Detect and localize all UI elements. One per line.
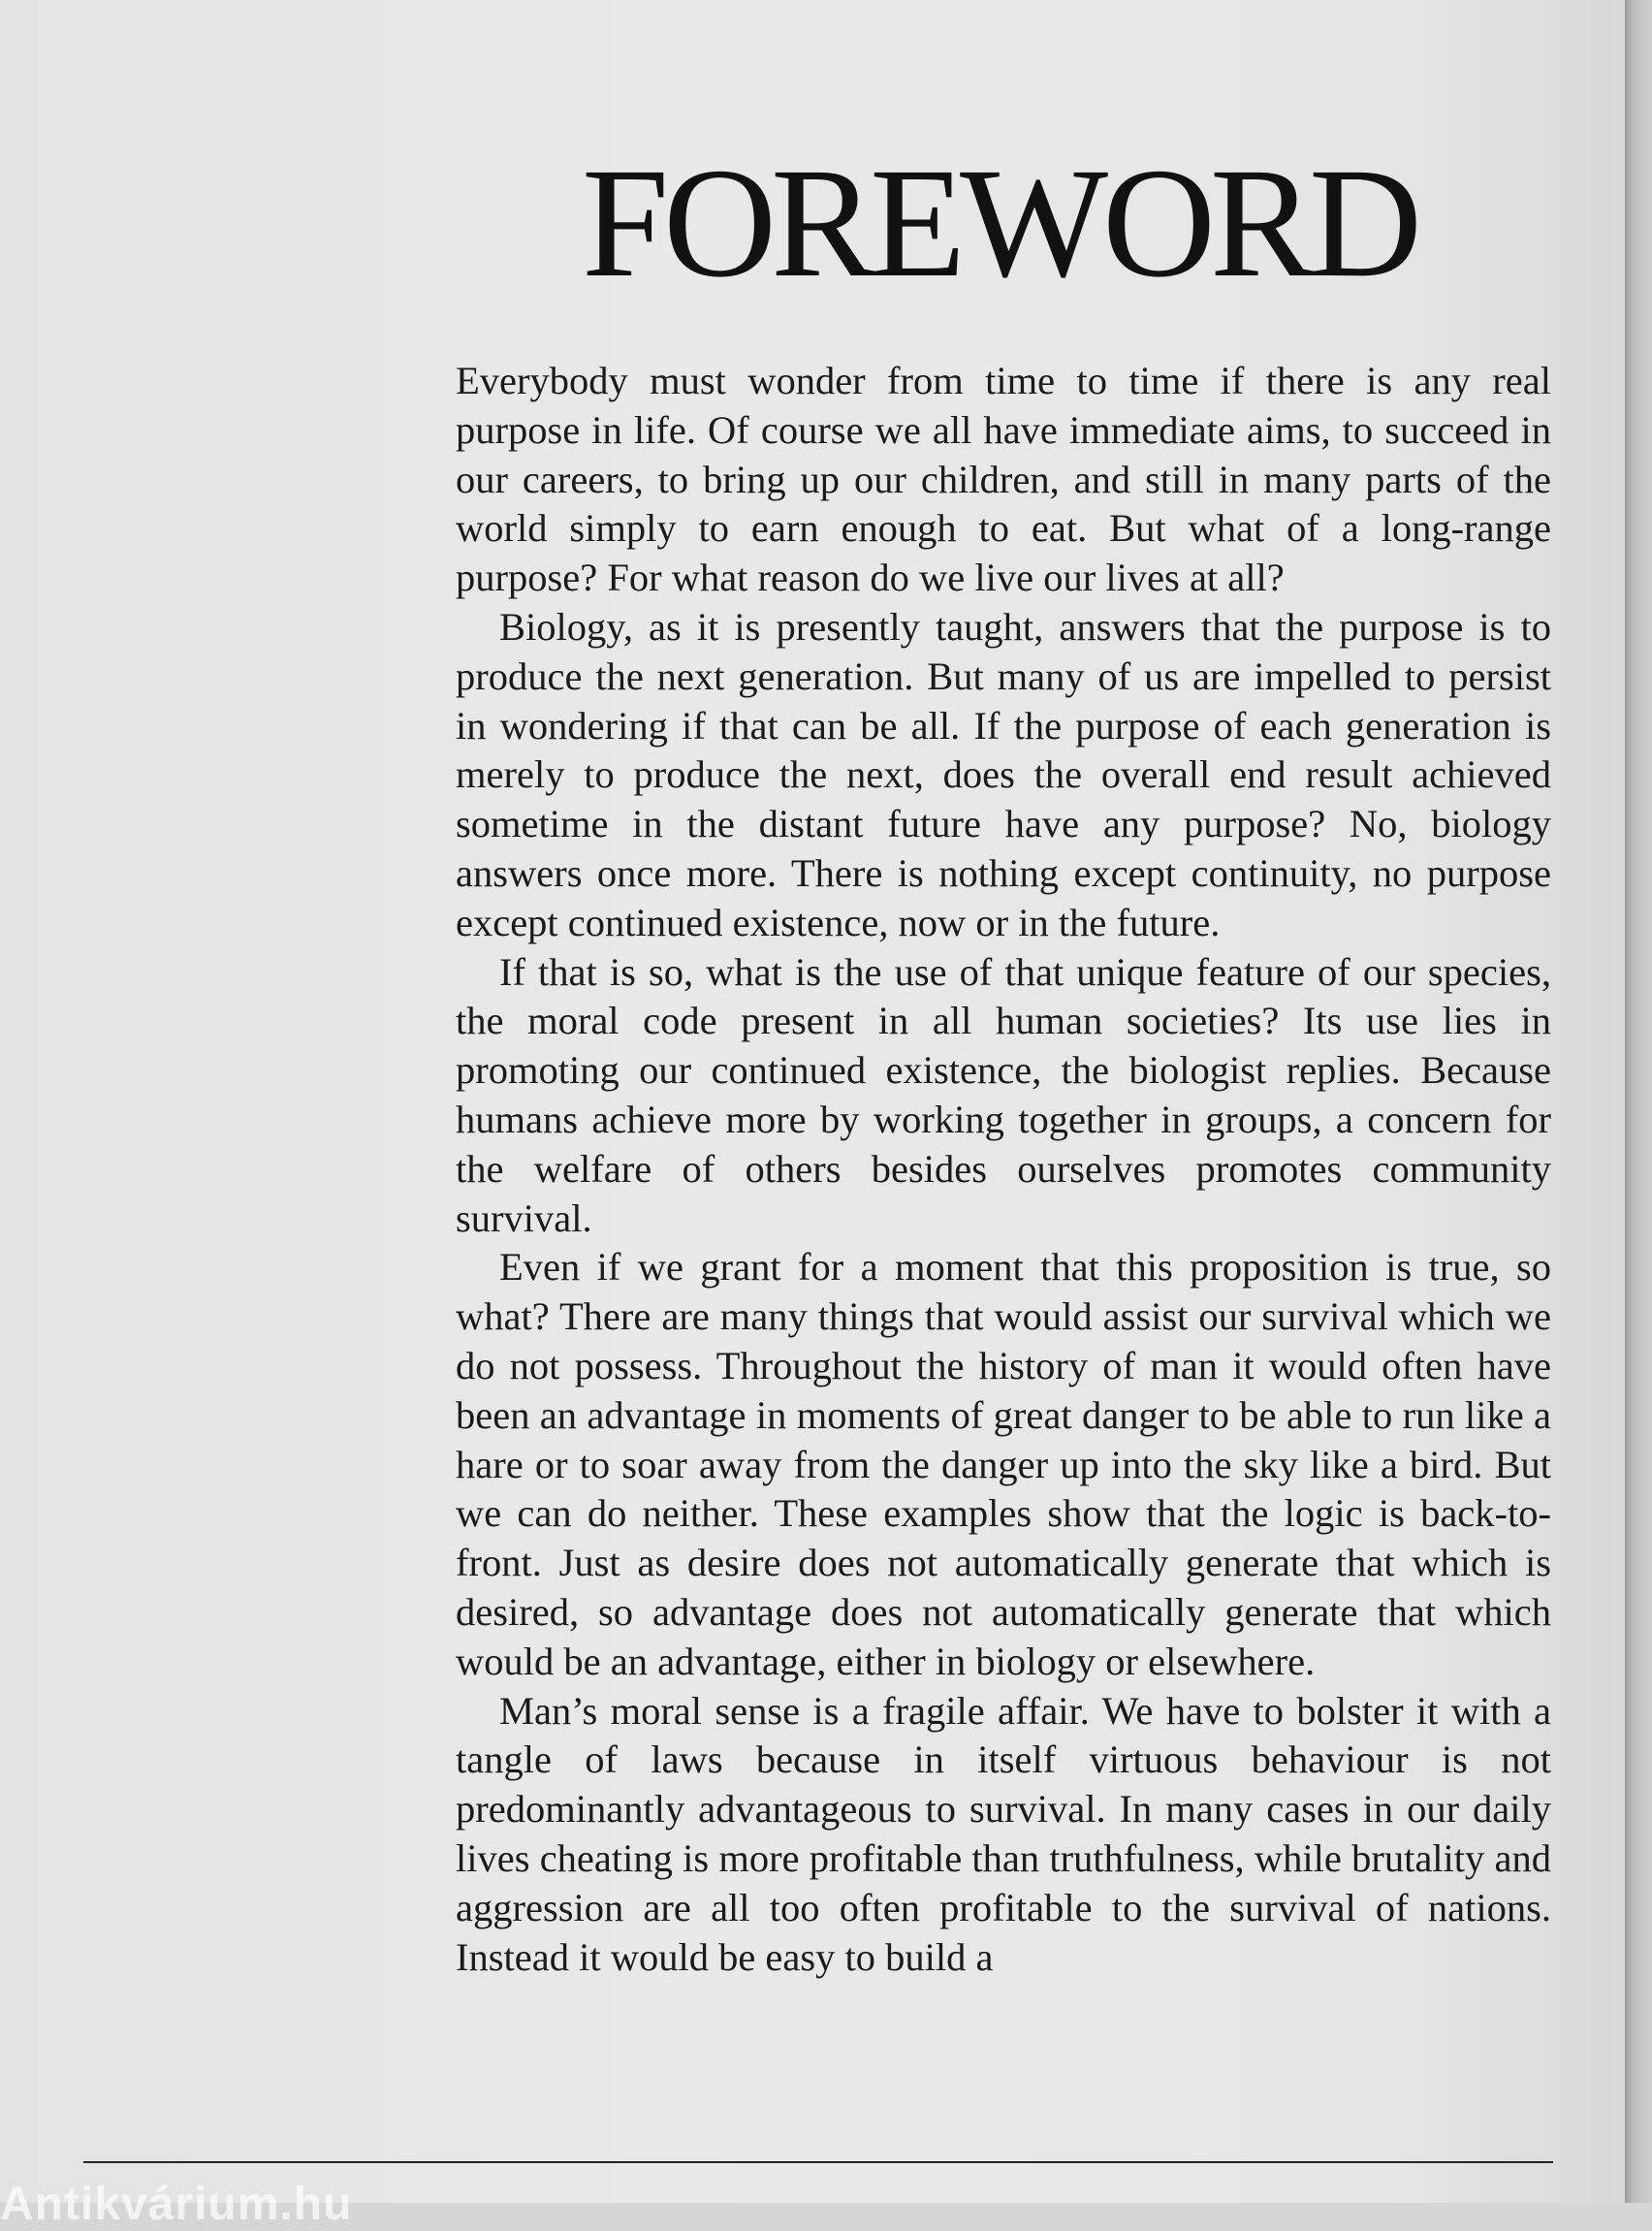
foreword-body — [456, 357, 1551, 1982]
paragraph-3: If that is so, what is the use of that unique feature of our species, the moral code present in all human societies? Its use lies in promoting our continued existence, the biologist replies. Because humans achieve more by working together in groups, a concern for the welfare of others besides ourselves promotes community survival. — [456, 949, 1551, 1240]
paragraph-2: Biology, as it is presently taught, answers that the purpose is to produce the next generation. But many of us are impelled to persist in wondering if that can be all. If the purpose of each generation is merely to produce the next, does the overall end result achieved sometime in the distant future have any purpose? No, biology answers once more. There is nothing except continuity, no purpose except continued existence, now or in the future. — [456, 604, 1551, 944]
paragraph-4: Even if we grant for a moment that this proposition is true, so what? There are many things that would assist our survival which we do not possess. Throughout the history of man it would often have been an advantage in moments of great danger to be able to run like a hare or to soar away from the danger up into the sky like a bird. But we can do neither. These examples show that the logic is back-to-front. Just as desire does not automatically generate that which is desired, so advantage does not automatically generate that which would be an advantage, either in biology or elsewhere. — [456, 1245, 1551, 1683]
paragraph-1: Everybody must wonder from time to time if there is any real purpose in life. Of course we all have immediate aims, to succeed in our careers, to bring up our children, and still in many parts of the world simply to earn enough to eat. But what of a long-range purpose? For what reason do we live our lives at all? — [456, 359, 1551, 600]
page-edge — [1625, 0, 1652, 2203]
paragraph-5: Man’s moral sense is a fragile affair. We have to bolster it with a tangle of laws because in itself virtuous behaviour is not predominantly advantageous to survival. In many cases in our daily lives cheating is more profitable than truthfulness, while brutality and aggression are all too often profitable to the survival of nations. Instead it would be easy to build a — [456, 1688, 1551, 1979]
bottom-rule — [83, 2161, 1553, 2163]
watermark: Antikvárium.hu — [0, 2179, 353, 2230]
page-title: FOREWORD — [582, 137, 1417, 310]
